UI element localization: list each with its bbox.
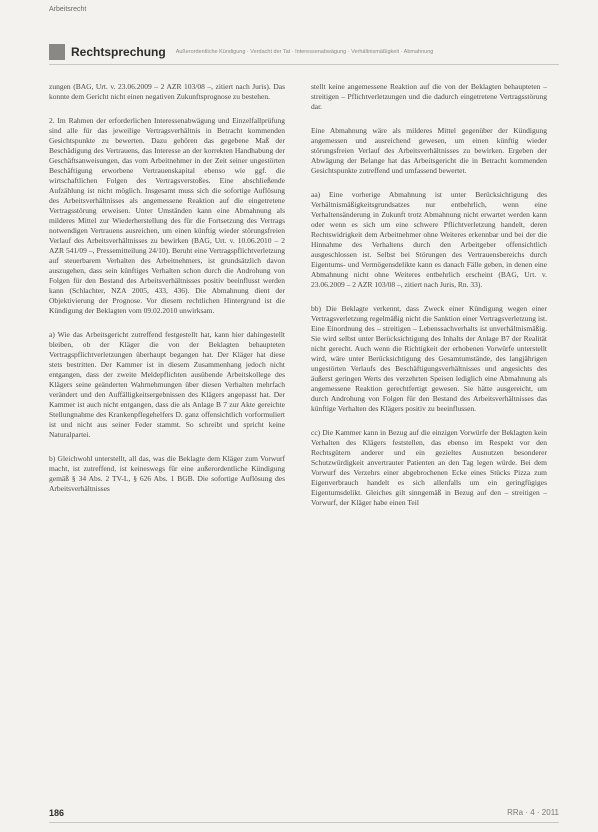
section-label: Arbeitsrecht	[49, 6, 87, 13]
paragraph: b) Gleichwohl unterstellt, all das, was die Beklagte dem Kläger zum Vorwurf macht, ist zutreffend, ist keineswegs für eine außerordentliche Kündigung gemäß § 34 Abs. 2 TV-L, § 626 Abs. 1 BGB. Die sofortige Auflösung des Arbeitsverhältnisses	[49, 454, 285, 493]
paragraph: aa) Eine vorherige Abmahnung ist unter Berücksichtigung des Verhältnismäßigkeitsgrundsatzes nur entbehrlich, wenn eine Verhaltensänderung in Zukunft trotz Abmahnung nicht erwartet werden kann oder wenn es sich um eine schwere Pflichtverletzung handelt, deren Rechtswidrigkeit dem Arbeitnehmer ohne Weiteres erkennbar und bei der die Hinnahme des Verhaltens durch den Arbeitgeber offensichtlich ausgeschlossen ist. Selbst bei Störungen des Vertrauensbereichs durch Eigentums- und Vermögensdelikte kann es danach Fälle geben, in denen eine Abmahnung nicht ohne Weiteres entbehrlich erscheint (BAG, Urt. v. 23.06.2009 – 2 AZR 103/08 –, zitiert nach Juris, Rn. 33).	[311, 190, 547, 289]
journal-reference: RRa · 4 · 2011	[507, 808, 559, 817]
paragraph: a) Wie das Arbeitsgericht zutreffend festgestellt hat, kann hier dahingestellt bleiben, ob der Kläger die von der Beklagten behaupteten Vertragspflichtverletzungen überhaupt begangen hat. Der Kläger hat diese stets bestritten. Der Kammer ist in diesem Zusammenhang jedoch nicht entgangen, dass der zweite Meldepflichten ausübende Arbeitskollege des Klägers seine geänderten Wahrnehmungen über diesen Verhalten mehrfach verändert und den Auffälligkeitsergebnissen des Klägers angepasst hat. Der Kammer ist auch nicht entgangen, dass die als Anlage B 7 zur Akte gereichte Stellungnahme des Krankenpflegehelfers D. ganz offensichtlich vorformuliert ist und nicht aus seiner Feder stammt. So schreibt und spricht keine Naturalpartei.	[49, 330, 285, 439]
paragraph: Eine Abmahnung wäre als milderes Mittel gegenüber der Kündigung angemessen und ausreichend gewesen, um einen künftig wieder störungsfreien Verlauf des Arbeitsverhältnisses zu bewirken. Ergeben der Abwägung der Belange hat das Arbeitsgericht die in Betracht kommenden Gesichtspunkte zutreffend und umfassend bewertet.	[311, 126, 547, 175]
page-number: 186	[49, 808, 65, 818]
page-header	[49, 43, 559, 61]
left-column	[49, 82, 285, 508]
paragraph: cc) Die Kammer kann in Bezug auf die einzigen Vorwürfe der Beklagten kein Verhalten des Klägers feststellen, das ebenso im Respekt vor den Rechtsgütern anderer und ein gezieltes Ausnutzen besonderer Schutzwürdigkeit anvertrauter Patienten an den Tag legen würde. Bei dem Vorwurf des Verzehrs einer abgebrochenen Ecke eines Stücks Pizza zum Eigenverbrauch handelt es sich allenfalls um ein geringfügiges Eigentumsdelikt. Gleiches gilt sinngemäß in Bezug auf den – streitigen – Vorwurf, der Kläger habe einen Teil	[311, 428, 547, 507]
paragraph: 2. Im Rahmen der erforderlichen Interessenabwägung und Einzelfallprüfung sind alle für das jeweilige Vertragsverhältnis in Betracht kommenden Gesichtspunkte zu bewerten. Dazu gehören das gegebene Maß der Beschädigung des Vertrauens, das Interesse an der korrekten Handhabung der Geschäftsanweisungen, das vom Arbeitnehmer in der Zeit seiner ungestörten Beschäftigung erworbene Vertrauenskapital ebenso wie ggf. die wirtschaftlichen Folgen des Vertragsverstoßes. Eine abschließende Aufzählung ist nicht möglich. Insgesamt muss sich die sofortige Auflösung des Arbeitsverhältnisses als angemessene Reaktion auf die eingetretene Vertragsstörung erweisen. Unter Umständen kann eine Abmahnung als milderes Mittel zur Wiederherstellung des für die Fortsetzung des Vertrags notwendigen Vertrauens ausreichen, um einen künftig wieder störungsfreien Verlauf des Arbeitsverhältnisses zu bewirken (BAG, Urt. v. 10.06.2010 – 2 AZR 541/09 –, Pressemitteilung 24/10). Beruht eine Vertragspflichtverletzung auf steuerbarem Verhalten des Arbeitnehmers, ist grundsätzlich davon auszugehen, dass sein künftiges Verhalten schon durch die Androhung von Folgen für den Bestand des Arbeitsverhältnisses positiv beeinflusst werden kann (Schlachter, NZA 2005, 433, 436). Die Abmahnung dient der Objektivierung der Prognose. Vor diesem rechtlichen Hintergrund ist die Kündigung der Beklagten vom 09.02.2010 unwirksam.	[49, 116, 285, 315]
keyword-line: Außerordentliche Kündigung · Verdacht der Tat · Interessenabwägung · Verhältnismäßigkeit · Abmahnung	[175, 49, 434, 55]
paragraph: bb) Die Beklagte verkennt, dass Zweck einer Kündigung wegen einer Vertragsverletzung regelmäßig nicht die Sanktion einer Vertragsverletzung ist. Eine Einordnung des – streitigen – Lebenssachverhalts ist unverhältnismäßig. Sie wird selbst unter Berücksichtigung des Inhalts der Anlage B7 der Realität nicht gerecht. Auch wenn die Richtigkeit der erhobenen Vorwürfe unterstellt wird, wäre unter Berücksichtigung des Gesamtumstände, des langjährigen ungestörten Verlaufs des Beschäftigungsverhältnisses und angesichts des äußerst geringen Werts des verzehrten Speisen lediglich eine Abmahnung als angemessene Reaktion gerechtfertigt gewesen. Sie hätte ausgereicht, um durch Androhung von Folgen für den Bestand des Arbeitsverhältnisses das künftige Verhalten des Klägers positiv zu beeinflussen.	[311, 304, 547, 413]
header-divider	[49, 64, 559, 65]
paragraph: zungen (BAG, Urt. v. 23.06.2009 – 2 AZR 103/08 –, zitiert nach Juris). Das konnte dem Gericht nicht einen negativen Zukunftsprognose zu bestehen.	[49, 82, 285, 101]
footer-divider	[49, 822, 559, 823]
right-column	[311, 82, 547, 522]
section-marker-icon	[49, 44, 65, 60]
page-title: Rechtsprechung	[71, 45, 166, 59]
paragraph: stellt keine angemessene Reaktion auf die von der Beklagten behaupteten – streitigen – Pflichtverletzungen und die dadurch eingetretene Vertragsstörung dar.	[311, 82, 547, 111]
